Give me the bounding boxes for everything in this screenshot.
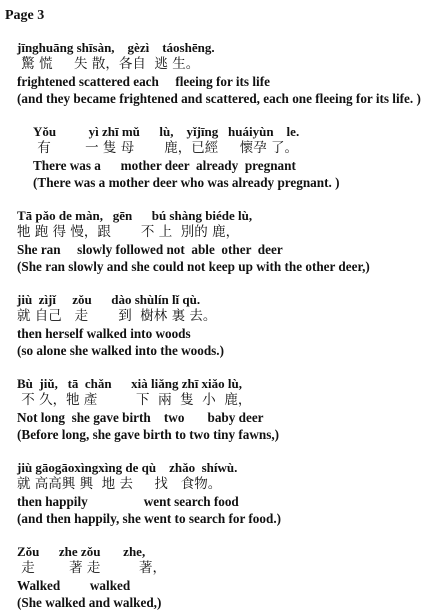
- translation-line: (and they became frightened and scattered, each one fleeing for its life. ): [17, 91, 421, 106]
- stanza-5: [17, 375, 417, 443]
- stanza-1: [17, 39, 421, 107]
- stanza-7: [17, 543, 417, 611]
- stanza-2: [33, 123, 417, 191]
- pinyin-line: Yǒu yì zhī mǔ lù, yǐjīng huáiyùn le.: [33, 124, 300, 139]
- translation-line: (so alone she walked into the woods.): [17, 343, 224, 358]
- translation-line: (Before long, she gave birth to two tiny fawns,): [17, 427, 280, 442]
- translation-line: (and then happily, she went to search for food.): [17, 511, 282, 526]
- stanza-3: [17, 207, 417, 275]
- page-number: Page 3: [5, 8, 45, 23]
- chinese-line: 不 久，牠 產 下 兩 隻 小 鹿，: [17, 392, 252, 408]
- chinese-line: 有 一 隻 母 鹿，已經 懷孕 了。: [33, 140, 298, 156]
- english-gloss-line: She ran slowly followed not able other deer: [17, 242, 283, 257]
- chinese-line: 走 著 走 著，: [17, 560, 167, 576]
- english-gloss-line: Walked walked: [17, 578, 131, 593]
- translation-line: (There was a mother deer who was already pregnant. ): [33, 175, 340, 190]
- chinese-line: 驚 慌 失 散，各自 逃 生。: [17, 56, 200, 72]
- chinese-line: 就 自己 走 到 樹林 裏 去。: [17, 308, 217, 324]
- english-gloss-line: then herself walked into woods: [17, 326, 191, 341]
- pinyin-line: jiù gāogāoxìngxìng de qù zhǎo shíwù.: [17, 460, 238, 475]
- stanza-6: [17, 459, 417, 527]
- pinyin-line: Bù jiǔ, tā chǎn xià liǎng zhī xiǎo lù,: [17, 376, 243, 391]
- pinyin-line: Tā pǎo de màn, gēn bú shàng biéde lù,: [17, 208, 253, 223]
- english-gloss-line: There was a mother deer already pregnant: [33, 158, 296, 173]
- english-gloss-line: Not long she gave birth two baby deer: [17, 410, 264, 425]
- translation-line: (She walked and walked,): [17, 595, 162, 610]
- translation-line: (She ran slowly and she could not keep up with the other deer,): [17, 259, 370, 274]
- stanza-4: [17, 291, 417, 359]
- pinyin-line: jiù zìjǐ zǒu dào shùlín lǐ qù.: [17, 292, 201, 307]
- chinese-line: 牠 跑 得 慢，跟 不 上 別的 鹿，: [17, 224, 240, 240]
- pinyin-line: Zǒu zhe zǒu zhe,: [17, 544, 146, 559]
- pinyin-line: jīnghuāng shīsàn, gèzì táoshēng.: [17, 40, 215, 55]
- chinese-line: 就 高高興 興 地 去 找 食物。: [17, 476, 222, 492]
- english-gloss-line: frightened scattered each fleeing for its life: [17, 74, 270, 89]
- english-gloss-line: then happily went search food: [17, 494, 239, 509]
